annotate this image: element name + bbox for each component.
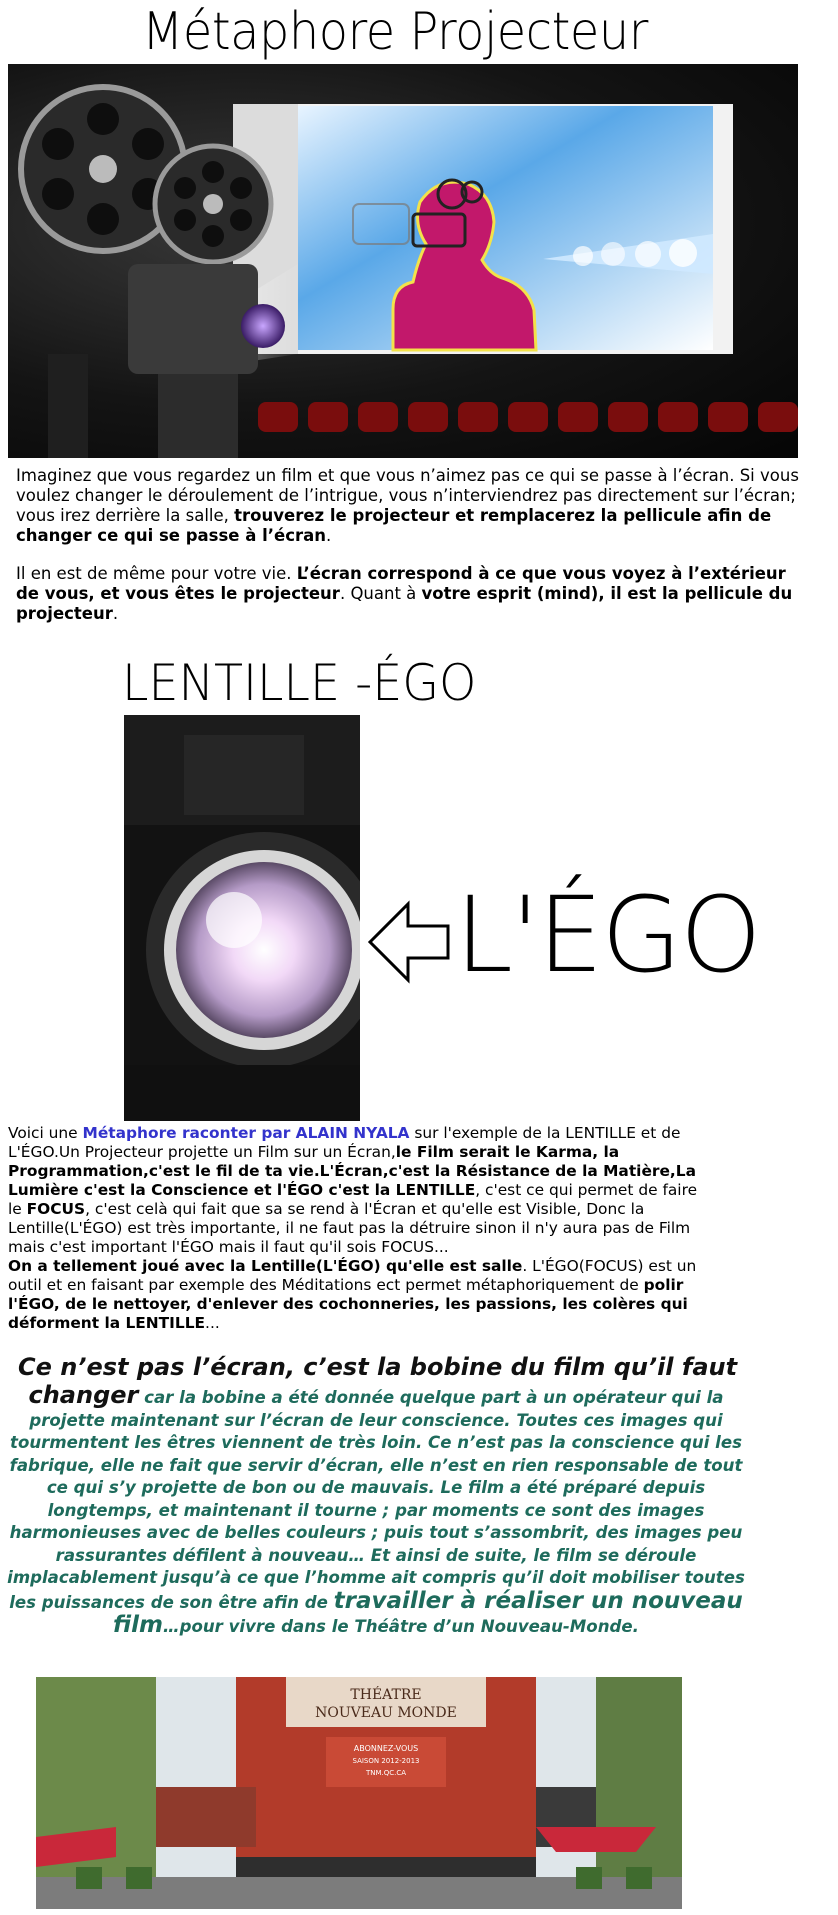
story-text: Voici une bbox=[8, 1124, 83, 1142]
quote-emphasis: travailler à réaliser un nouveau film bbox=[113, 1587, 743, 1638]
intro-text: . bbox=[326, 526, 332, 545]
intro-text: . bbox=[112, 604, 119, 623]
theatre-banner-line-3: TNM.QC.CA bbox=[365, 1769, 407, 1777]
theatre-sign-line-1: THÉATRE bbox=[350, 1687, 422, 1703]
story-paragraph bbox=[8, 1124, 708, 1333]
quote-heading: Ce n’est pas l’écran, c’est la bobine du film qu’il faut bbox=[18, 1353, 738, 1381]
intro-bold-text: L’écran correspond à ce que vous voyez à l’extérieur de vous, et vous êtes le projecteur bbox=[16, 564, 786, 603]
theatre-photo bbox=[36, 1677, 682, 1909]
story-bold-text: FOCUS bbox=[26, 1200, 86, 1218]
intro-text: Imaginez que vous regardez un film et que vous n’aimez pas ce qui se passe à l’écran. Si vous voulez changer le déroulement de l’intrigue, vous n’interviendrez pas directement sur l’écran; vous irez derrière la salle, bbox=[16, 466, 799, 525]
story-text: . L'ÉGO(FOCUS) est un outil et en faisant par exemple des Méditations ect permet métaphoriquement de bbox=[8, 1257, 697, 1294]
story-bold-text: polir l'ÉGO, de le nettoyer, d'enlever des cochonneries, les passions, les colères qui déforment la LENTILLE bbox=[8, 1276, 688, 1332]
story-text: ... bbox=[205, 1314, 220, 1332]
intro-bold-text: trouverez le projecteur et remplacerez la pellicule afin de changer ce qui se passe à l’écran bbox=[16, 506, 772, 545]
projector-hero-image bbox=[8, 64, 798, 458]
theatre-banner-line-1: ABONNEZ-VOUS bbox=[353, 1744, 419, 1753]
intro-paragraph-2 bbox=[16, 564, 806, 624]
story-text: , c'est ce qui permet de faire le bbox=[8, 1181, 698, 1218]
story-bold-text: le Film serait le Karma, la Programmation,c'est le fil de ta vie.L'Écran,c'est la Résistance de la Matière,La Lumière c'est la Conscience et l'ÉGO c'est la LENTILLE bbox=[8, 1143, 696, 1199]
arrow-left-icon bbox=[368, 900, 450, 988]
story-author: Métaphore raconter par ALAIN NYALA bbox=[82, 1124, 410, 1142]
lens-heading: LENTILLE -ÉGO bbox=[122, 654, 477, 712]
quote-paragraph bbox=[4, 1381, 748, 1639]
quote-lead: changer bbox=[28, 1381, 139, 1409]
story-text: sur l'exemple de la LENTILLE et de L'ÉGO.Un Projecteur projette un Film sur un Écran, bbox=[8, 1124, 681, 1161]
lens-photo bbox=[124, 715, 360, 1121]
intro-text: Il en est de même pour votre vie. bbox=[16, 564, 297, 583]
ego-label: L'ÉGO bbox=[455, 874, 760, 996]
theatre-banner-line-2: SAISON 2012-2013 bbox=[352, 1757, 420, 1765]
intro-paragraph-1 bbox=[16, 466, 806, 546]
story-bold-text: On a tellement joué avec la Lentille(L'ÉGO) qu'elle est salle bbox=[8, 1257, 523, 1275]
quote-text: car la bobine a été donnée quelque part à un opérateur qui la projette maintenant sur l’écran de leur conscience. Toutes ces images qui tourmentent les êtres viennent de très loin. Ce n’est pas la conscience qui les fabrique, elle ne fait que servir d’écran, elle n’est en rien responsable de tout ce qui s’y projette de bon ou de mauvais. Le film a été préparé depuis longtemps, et maintenant il tourne ; par moments ce sont des images harmonieuses avec de belles couleurs ; puis tout s’assombrit, des images peu rassurantes défilent à nouveau… Et ainsi de suite, le film se déroule implacablement jusqu’à ce que l’homme ait compris qu’il doit mobiliser toutes les puissances de son être afin de bbox=[7, 1388, 745, 1612]
intro-text: . Quant à bbox=[339, 584, 422, 603]
intro-bold-text: votre esprit (mind), il est la pellicule du projecteur bbox=[16, 584, 793, 623]
story-text: , c'est celà qui fait que sa se rend à l'Écran et qu'elle est Visible, Donc la Lentille(L'ÉGO) est très importante, il ne faut pas la détruire sinon il n'y aura pas de Film mais c'est important l'ÉGO mais il faut qu'il sois FOCUS... bbox=[8, 1200, 691, 1256]
quote-text: …pour vivre dans le Théâtre d’un Nouveau-Monde. bbox=[162, 1617, 639, 1636]
page-title: Métaphore Projecteur bbox=[142, 2, 648, 62]
theatre-sign-line-2: NOUVEAU MONDE bbox=[315, 1705, 457, 1721]
